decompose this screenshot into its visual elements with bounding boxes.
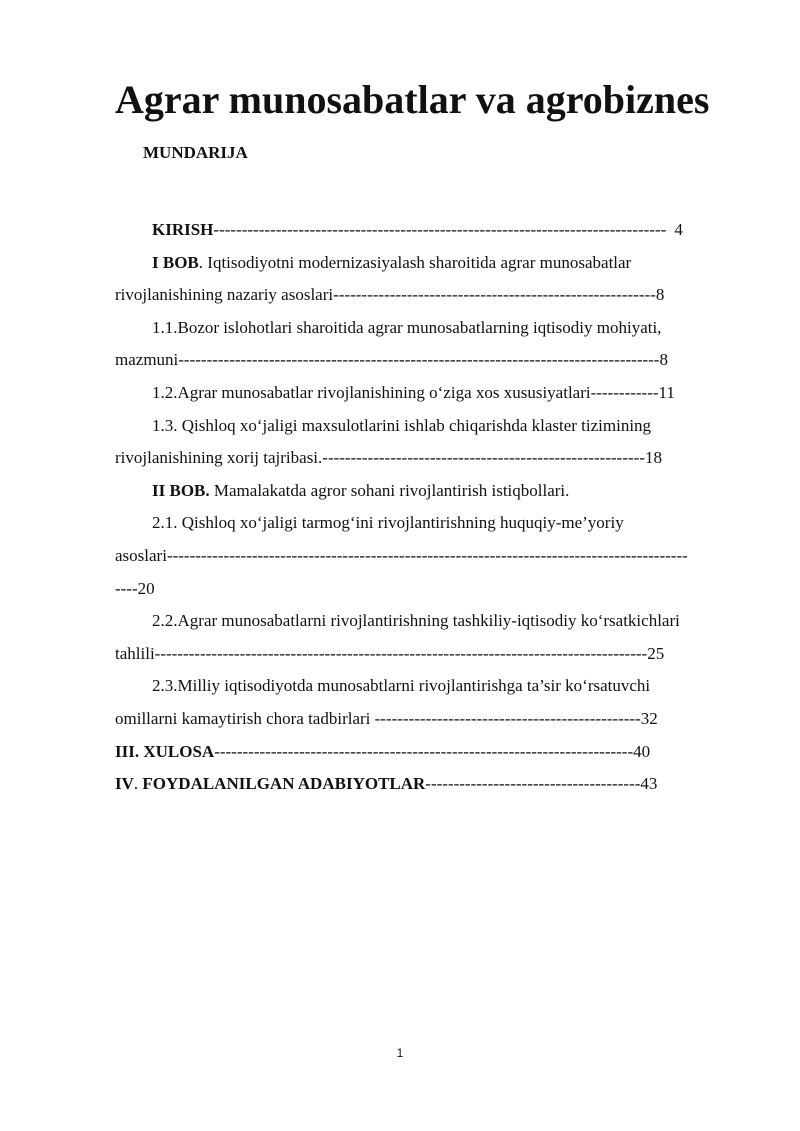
toc-text: omillarni kamaytirish chora tadbirlari [115, 708, 375, 728]
toc-page-number: 4 [674, 220, 683, 239]
toc-label: I BOB [152, 252, 199, 272]
toc-entry-1-1-cont [115, 344, 743, 377]
toc-text: 2.3.Milliy iqtisodiyotda munosabtlarni rivojlantirishga ta’sir ko‘rsatuvchi [152, 676, 651, 696]
toc-text: 1.1.Bozor islohotlari sharoitida agrar munosabatlarning iqtisodiy mohiyati, [152, 317, 662, 337]
toc-page-number: 20 [137, 578, 155, 598]
toc-label: II BOB. [152, 480, 210, 500]
toc-entry-2-1-cont2 [115, 573, 743, 606]
toc-page-number: 18 [644, 448, 662, 468]
toc-label-number: IV [115, 774, 134, 794]
toc-entry-xulosa [115, 736, 743, 769]
toc-text: 1.3. Qishloq xo‘jaligi maxsulotlarini ishlab chiqarishda klaster tizimining [152, 415, 652, 435]
toc-leader: --------------------------------------------------------------------------------------- [154, 643, 648, 663]
toc-text: 1.2.Agrar munosabatlar rivojlanishining o‘ziga xos xususiyatlari [152, 382, 591, 402]
toc-entry-2-3-cont [115, 703, 743, 736]
toc-leader: --------------------------------------------------------- [333, 285, 656, 305]
toc-page-number: 25 [647, 643, 665, 663]
toc-entry-1-2 [115, 377, 743, 410]
toc-leader: --------------------------------------------------------- [322, 448, 645, 468]
toc-entry-kirish [115, 214, 743, 247]
toc-entry-2-2 [115, 605, 743, 638]
contents-heading: MUNDARIJA [143, 143, 248, 162]
toc-entry-2-1 [115, 507, 743, 540]
toc-text: 2.1. Qishloq xo‘jaligi tarmog‘ini rivojlantirishning huquqiy-me’yoriy [152, 513, 624, 533]
toc-page-number: 32 [640, 708, 658, 728]
toc-entry-2-3 [115, 670, 743, 703]
toc-leader: ----------------------------------------------- [374, 708, 641, 728]
toc-text: 2.2.Agrar munosabatlarni rivojlantirishning tashkiliy-iqtisodiy ko‘rsatkichlari [152, 611, 680, 631]
toc-leader: ------------ [590, 382, 659, 402]
toc-entry-adabiyotlar [115, 768, 743, 801]
toc-leader: -------------------------------------------------------------------------------- [213, 220, 667, 239]
toc-text: tahlili [115, 643, 155, 663]
toc-page-number: 40 [633, 741, 651, 761]
toc-leader: -------------------------------------- [425, 774, 641, 794]
toc-label: III. XULOSA [115, 741, 215, 761]
document-title: Agrar munosabatlar va agrobiznes [115, 77, 710, 122]
toc-entry-chapter-1-cont [115, 279, 743, 312]
toc-label-dot: . [133, 774, 139, 794]
toc-text: . Iqtisodiyotni modernizasiyalash sharoitida agrar munosabatlar [198, 252, 632, 272]
toc-page-number: 11 [658, 382, 675, 402]
toc-leader: -------------------------------------------------------------------------------------------- [166, 545, 688, 565]
table-of-contents [115, 214, 743, 801]
toc-entry-1-3-cont [115, 442, 743, 475]
toc-text: rivojlanishining xorij tajribasi. [115, 448, 323, 468]
toc-entry-1-1 [115, 312, 743, 345]
toc-page-number: 8 [655, 285, 665, 305]
toc-entry-chapter-1 [115, 247, 743, 280]
toc-text: rivojlanishining nazariy asoslari [115, 285, 334, 305]
page-number: 1 [396, 1046, 404, 1060]
toc-text: mazmuni [115, 350, 179, 370]
toc-text: Mamalakatda agror sohani rivojlantirish istiqbollari. [213, 480, 570, 500]
toc-leader: -------------------------------------------------------------------------- [214, 741, 634, 761]
toc-entry-1-3 [115, 410, 743, 443]
toc-leader: ---- [115, 578, 138, 598]
toc-entry-2-1-cont [115, 540, 743, 573]
toc-entry-2-2-cont [115, 638, 743, 671]
toc-label: KIRISH [152, 220, 214, 239]
toc-leader: ------------------------------------------------------------------------------------- [178, 350, 660, 370]
toc-text: asoslari [115, 545, 167, 565]
toc-label: FOYDALANILGAN ADABIYOTLAR [138, 774, 426, 794]
toc-page-number: 43 [640, 774, 658, 794]
toc-entry-chapter-2 [115, 475, 743, 508]
toc-page-number: 8 [659, 350, 668, 370]
